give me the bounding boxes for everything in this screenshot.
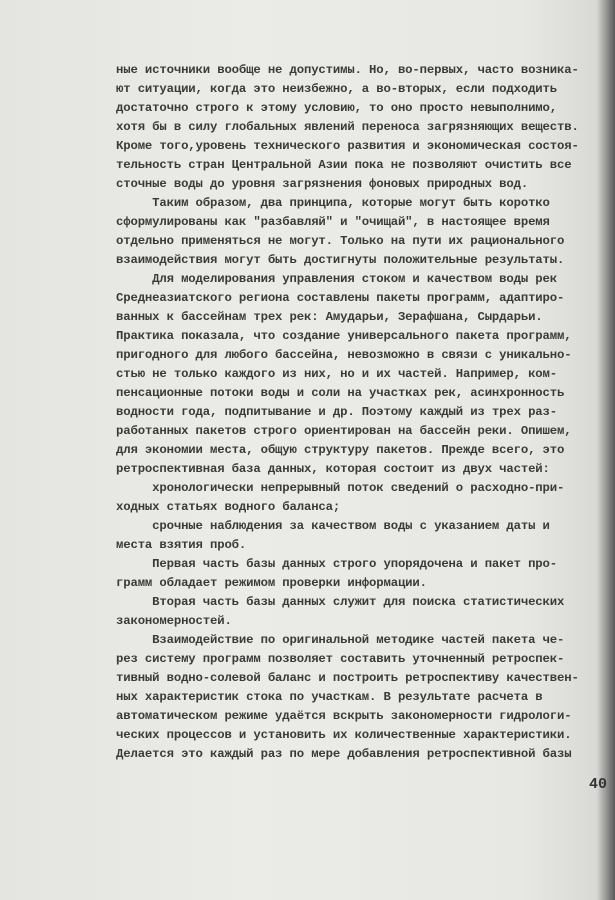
text-line: грамм обладает режимом проверки информации. [116,576,427,590]
text-line: Кроме того,уровень технического развития и экономическая состоя- [116,139,579,153]
text-line: закономерностей. [116,614,232,628]
text-line: ческих процессов и установить их количественные характеристики. [116,728,572,742]
body-text [116,61,611,764]
text-line: ретроспективная база данных, которая состоит из двух частей: [116,462,550,476]
text-line: тивный водно-солевой баланс и построить ретроспективу качествен- [116,671,579,685]
text-line: ют ситуации, когда это неизбежно, а во-вторых, если подходить [116,82,557,96]
text-line: срочные наблюдения за качеством воды с указанием даты и [116,519,550,533]
text-line: достаточно строго к этому условию, то оно просто невыполнимо, [116,101,557,115]
text-line: Делается это каждый раз по мере добавления ретроспективной базы [116,747,572,761]
text-line: для экономии места, общую структуру пакетов. Прежде всего, это [116,443,565,457]
text-line: ных характеристик стока по участкам. В результате расчета в [116,690,543,704]
text-line: Вторая часть базы данных служит для поиска статистических [116,595,565,609]
page-number: 40 [589,776,608,793]
text-line: взаимодействия могут быть достигнуты положительные результаты. [116,253,565,267]
text-line: сточные воды до уровня загрязнения фоновых природных вод. [116,177,529,191]
text-line: ходных статьях водного баланса; [116,500,341,514]
text-line: Практика показала, что создание универсального пакета программ, [116,329,572,343]
text-line: пригодного для любого бассейна, невозможно в связи с уникально- [116,348,572,362]
text-line: Первая часть базы данных строго упорядочена и пакет про- [116,557,557,571]
text-line: работанных пакетов строго ориентирован на бассейн реки. Опишем, [116,424,572,438]
text-line: хронологически непрерывный поток сведений о расходно-при- [116,481,565,495]
text-line: Взаимодействие по оригинальной методике частей пакета че- [116,633,565,647]
text-line: сформулированы как "разбавляй" и "очищай", в настоящее время [116,215,550,229]
text-line: рез систему программ позволяет составить уточненный ретроспек- [116,652,565,666]
text-line: Для моделирования управления стоком и качеством воды рек [116,272,557,286]
text-line: Таким образом, два принципа, которые могут быть коротко [116,196,550,210]
text-line: ванных к бассейнам трех рек: Амударьи, Зерафшана, Сырдарьи. [116,310,543,324]
text-line: тельность стран Центральной Азии пока не позволяют очистить все [116,158,572,172]
text-line: пенсационные потоки воды и соли на участках рек, асинхронность [116,386,565,400]
text-line: места взятия проб. [116,538,247,552]
text-line: водности года, подпитывание и др. Поэтому каждый из трех раз- [116,405,557,419]
text-line: автоматическом режиме удаётся вскрыть закономерности гидрологи- [116,709,572,723]
text-line: отдельно применяться не могут. Только на пути их рационального [116,234,565,248]
text-line: стью не только каждого из них, но и их частей. Например, ком- [116,367,557,381]
text-line: Среднеазиатского региона составлены пакеты программ, адаптиро- [116,291,565,305]
text-line: хотя бы в силу глобальных явлений переноса загрязняющих веществ. [116,120,579,134]
text-line: ные источники вообще не допустимы. Но, во-первых, часто возника- [116,63,579,77]
